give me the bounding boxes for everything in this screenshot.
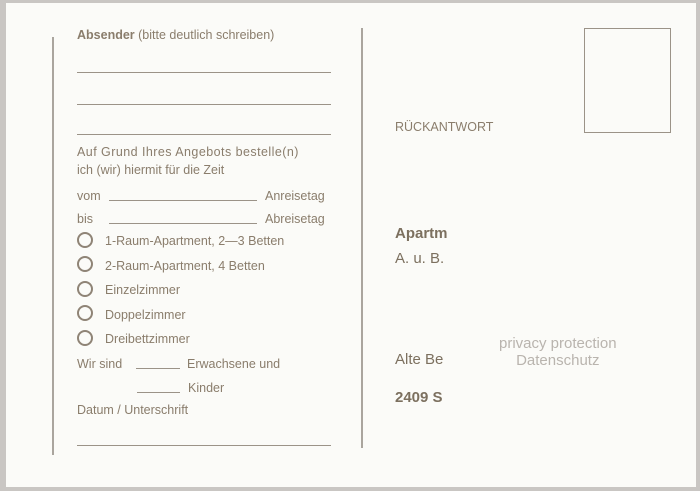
redaction-mask bbox=[450, 218, 510, 418]
postcard bbox=[6, 3, 696, 487]
sender-label: Absender bbox=[77, 28, 135, 42]
order-line-1: Auf Grund Ihres Angebots bestelle(n) bbox=[77, 145, 299, 159]
from-label: vom bbox=[77, 189, 101, 203]
we-are-label: Wir sind bbox=[77, 357, 123, 371]
center-divider-line bbox=[361, 28, 363, 448]
address-line-4: 2409 S bbox=[395, 389, 443, 406]
stamp-box bbox=[584, 28, 671, 133]
to-label: bis bbox=[77, 212, 93, 226]
sender-line-2[interactable] bbox=[77, 104, 331, 105]
option-checkbox-4[interactable] bbox=[77, 305, 93, 321]
option-label-2: 2-Raum-Apartment, 4 Betten bbox=[105, 259, 265, 273]
reply-label: RÜCKANTWORT bbox=[395, 120, 494, 134]
address-line-1: Apartm bbox=[395, 225, 448, 242]
option-checkbox-3[interactable] bbox=[77, 281, 93, 297]
address-line-3: Alte Be bbox=[395, 351, 444, 368]
address-line-2: A. u. B. bbox=[395, 250, 445, 267]
arrival-label: Anreisetag bbox=[265, 189, 325, 203]
sender-line-3[interactable] bbox=[77, 134, 331, 135]
children-count-field[interactable] bbox=[137, 392, 180, 393]
option-checkbox-5[interactable] bbox=[77, 330, 93, 346]
option-checkbox-1[interactable] bbox=[77, 232, 93, 248]
option-label-1: 1-Raum-Apartment, 2—3 Betten bbox=[105, 234, 285, 248]
departure-label: Abreisetag bbox=[265, 212, 325, 226]
option-label-5: Dreibettzimmer bbox=[105, 332, 190, 346]
arrival-date-field[interactable] bbox=[109, 200, 257, 201]
signature-line[interactable] bbox=[77, 445, 331, 446]
children-label: Kinder bbox=[188, 381, 225, 395]
watermark-line-1: privacy protection bbox=[499, 335, 617, 352]
option-checkbox-2[interactable] bbox=[77, 256, 93, 272]
adults-label: Erwachsene und bbox=[187, 357, 281, 371]
option-label-3: Einzelzimmer bbox=[105, 283, 181, 297]
sender-heading bbox=[77, 28, 274, 42]
option-label-4: Doppelzimmer bbox=[105, 308, 186, 322]
sender-line-1[interactable] bbox=[77, 72, 331, 73]
left-margin-line bbox=[52, 37, 54, 455]
departure-date-field[interactable] bbox=[109, 223, 257, 224]
privacy-watermark bbox=[499, 335, 617, 369]
signature-label: Datum / Unterschrift bbox=[77, 403, 189, 417]
sender-hint: (bitte deutlich schreiben) bbox=[138, 28, 275, 42]
order-line-2: ich (wir) hiermit für die Zeit bbox=[77, 163, 225, 177]
watermark-line-2: Datenschutz bbox=[516, 352, 600, 369]
adults-count-field[interactable] bbox=[136, 368, 180, 369]
